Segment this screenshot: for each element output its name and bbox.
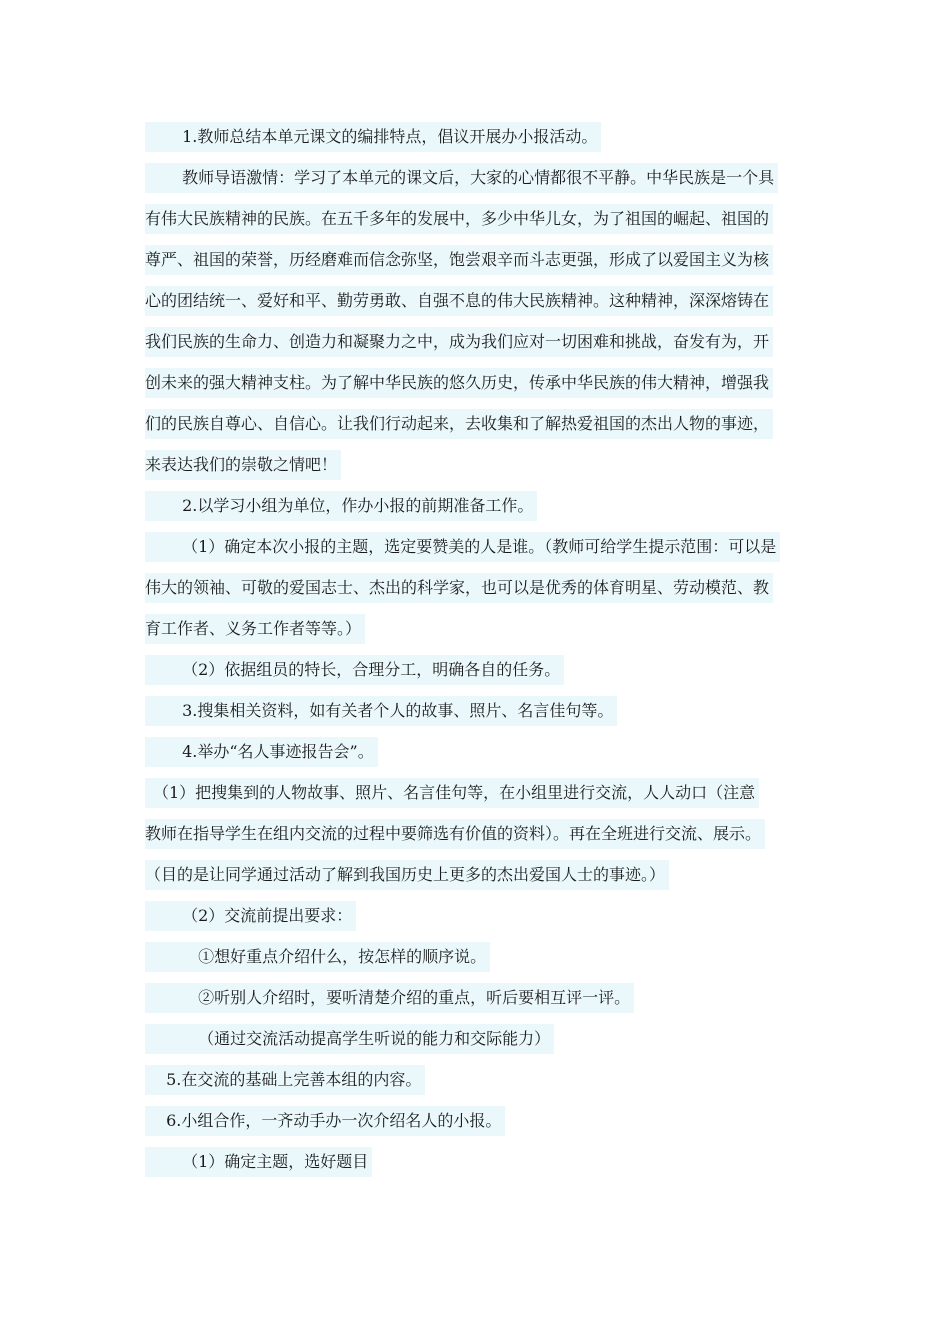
text-line-8: 们的民族自尊心、自信心。让我们行动起来，去收集和了解热爱祖国的杰出人物的事迹， [145, 409, 810, 439]
document-body [145, 122, 810, 1177]
text-line-24: 5.在交流的基础上完善本组的内容。 [145, 1065, 810, 1095]
text-line-1: 1.教师总结本单元课文的编排特点，倡议开展办小报活动。 [145, 122, 810, 152]
text-line-23: （通过交流活动提高学生听说的能力和交际能力） [145, 1024, 810, 1054]
text-line-7: 创未来的强大精神支柱。为了解中华民族的悠久历史，传承中华民族的伟大精神，增强我 [145, 368, 810, 398]
text-line-16: 4.举办“名人事迹报告会”。 [145, 737, 810, 767]
text-line-22: ②听别人介绍时，要听清楚介绍的重点，听后要相互评一评。 [145, 983, 810, 1013]
text-line-10: 2.以学习小组为单位，作办小报的前期准备工作。 [145, 491, 810, 521]
text-line-19: （目的是让同学通过活动了解到我国历史上更多的杰出爱国人士的事迹。） [145, 860, 810, 890]
text-line-5: 心的团结统一、爱好和平、勤劳勇敢、自强不息的伟大民族精神。这种精神，深深熔铸在 [145, 286, 810, 316]
text-line-21: ①想好重点介绍什么，按怎样的顺序说。 [145, 942, 810, 972]
text-line-3: 有伟大民族精神的民族。在五千多年的发展中，多少中华儿女，为了祖国的崛起、祖国的 [145, 204, 810, 234]
text-line-12: 伟大的领袖、可敬的爱国志士、杰出的科学家，也可以是优秀的体育明星、劳动模范、教 [145, 573, 810, 603]
text-line-26: （1）确定主题，选好题目 [145, 1147, 810, 1177]
text-line-17: （1）把搜集到的人物故事、照片、名言佳句等，在小组里进行交流，人人动口（注意 [145, 778, 810, 808]
text-line-14: （2）依据组员的特长，合理分工，明确各自的任务。 [145, 655, 810, 685]
text-line-25: 6.小组合作，一齐动手办一次介绍名人的小报。 [145, 1106, 810, 1136]
text-line-4: 尊严、祖国的荣誉，历经磨难而信念弥坚，饱尝艰辛而斗志更强，形成了以爱国主义为核 [145, 245, 810, 275]
text-line-9: 来表达我们的崇敬之情吧！ [145, 450, 810, 480]
text-line-20: （2）交流前提出要求： [145, 901, 810, 931]
text-line-2: 教师导语激情：学习了本单元的课文后，大家的心情都很不平静。中华民族是一个具 [145, 163, 810, 193]
text-line-18: 教师在指导学生在组内交流的过程中要筛选有价值的资料）。再在全班进行交流、展示。 [145, 819, 810, 849]
text-line-13: 育工作者、义务工作者等等。） [145, 614, 810, 644]
text-line-15: 3.搜集相关资料，如有关者个人的故事、照片、名言佳句等。 [145, 696, 810, 726]
text-line-6: 我们民族的生命力、创造力和凝聚力之中，成为我们应对一切困难和挑战，奋发有为，开 [145, 327, 810, 357]
text-line-11: （1）确定本次小报的主题，选定要赞美的人是谁。（教师可给学生提示范围：可以是 [145, 532, 810, 562]
